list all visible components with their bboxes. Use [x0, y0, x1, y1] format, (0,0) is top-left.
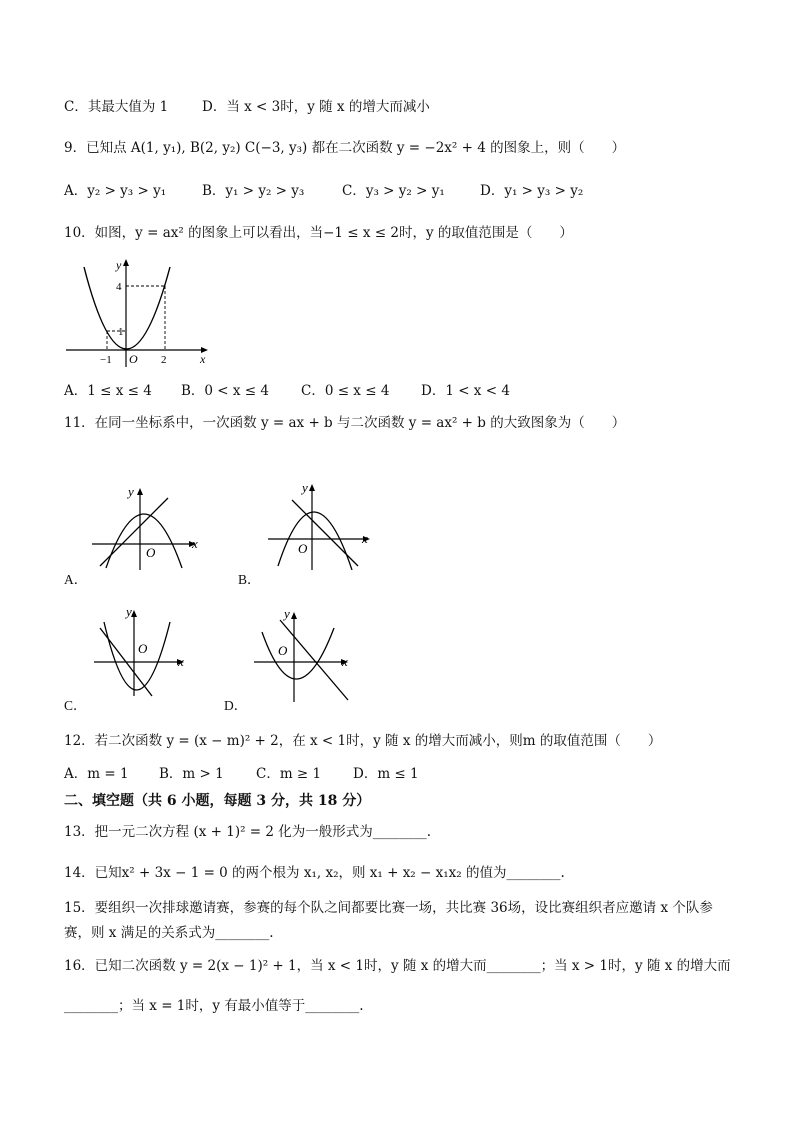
q8-option-d: D．当 x < 3时，y 随 x 的增大而减小: [202, 99, 430, 115]
q11-d-x-label: x: [342, 654, 348, 669]
q15-line2: 赛，则 x 满足的关系式为________.: [64, 925, 274, 941]
q14-stem: 14．已知x² + 3x − 1 = 0 的两个根为 x₁, x₂，则 x₁ + x₂ − x₁x₂ 的值为________.: [64, 865, 565, 881]
q12-stem: 12．若二次函数 y = (x − m)² + 2，在 x < 1时，y 随 x 的增大而减小，则m 的取值范围（ ）: [64, 733, 662, 749]
q11-d-origin: O: [278, 643, 288, 658]
q10-option-c: C．0 ≤ x ≤ 4: [301, 383, 390, 399]
q9-option-b: B．y₁ > y₂ > y₃: [202, 183, 305, 199]
q10-origin-label: O: [129, 352, 138, 366]
q10-y-label: y: [116, 258, 122, 272]
q11-graph-b: [262, 478, 382, 570]
q10-tick-2: 2: [161, 354, 167, 366]
q10-option-b: B．0 < x ≤ 4: [181, 383, 270, 399]
q11-a-x-label: x: [192, 536, 198, 551]
q11-graph-c: [90, 602, 190, 698]
q10-stem: 10．如图，y = ax² 的图象上可以看出，当−1 ≤ x ≤ 2时，y 的取值范围是（ ）: [64, 225, 573, 241]
q10-x-label: x: [200, 352, 206, 366]
q11-c-y-label: y: [126, 604, 132, 619]
q9-option-d: D．y₁ > y₃ > y₂: [480, 183, 584, 199]
q11-label-d: D．: [224, 698, 248, 713]
q9-stem: 9．已知点 A(1, y₁), B(2, y₂) C(−3, y₃) 都在二次函数 y = −2x² + 4 的图象上，则（ ）: [64, 140, 626, 156]
q12-option-d: D．m ≤ 1: [353, 766, 419, 782]
q11-a-y-label: y: [128, 484, 134, 499]
q9-option-a: A．y₂ > y₃ > y₁: [64, 183, 167, 199]
q12-option-a: A．m = 1: [64, 766, 129, 782]
q16-line2: ________；当 x = 1时，y 有最小值等于________.: [64, 998, 364, 1014]
q10-parabola-figure: [62, 255, 212, 370]
q11-d-y-label: y: [284, 606, 290, 621]
q15-line1: 15．要组织一次排球邀请赛，参赛的每个队之间都要比赛一场，共比赛 36场，设比赛组织者应邀请 x 个队参: [64, 900, 713, 916]
section-fill-in-title: 二、填空题（共 6 小题，每题 3 分，共 18 分）: [64, 793, 371, 809]
q11-b-origin: O: [298, 541, 308, 556]
q11-graph-d: [250, 604, 360, 704]
q12-option-c: C．m ≥ 1: [256, 766, 322, 782]
q12-option-b: B．m > 1: [159, 766, 224, 782]
q11-b-x-label: x: [362, 531, 368, 546]
q10-option-d: D．1 < x < 4: [421, 383, 510, 399]
q11-stem: 11．在同一坐标系中，一次函数 y = ax + b 与二次函数 y = ax² + b 的大致图象为（ ）: [64, 415, 626, 431]
q10-tick-neg1: −1: [100, 354, 112, 366]
q9-option-c: C．y₃ > y₂ > y₁: [342, 183, 445, 199]
q16-line1: 16．已知二次函数 y = 2(x − 1)² + 1，当 x < 1时，y 随 x 的增大而________；当 x > 1时，y 随 x 的增大而: [64, 958, 731, 974]
q11-c-origin: O: [138, 641, 148, 656]
q10-tick-4: 4: [116, 281, 122, 293]
q10-tick-1: 1: [118, 326, 124, 338]
q11-b-y-label: y: [302, 480, 308, 495]
q11-c-x-label: x: [178, 654, 184, 669]
q11-label-c: C．: [64, 698, 87, 713]
q11-graph-a: [88, 482, 208, 572]
q11-label-a: A．: [64, 572, 88, 587]
q8-option-c: C．其最大值为 1: [64, 99, 169, 115]
q11-a-origin: O: [146, 545, 156, 560]
q13-stem: 13．把一元二次方程 (x + 1)² = 2 化为一般形式为________.: [64, 824, 432, 840]
q11-label-b: B．: [238, 572, 261, 587]
q10-option-a: A．1 ≤ x ≤ 4: [64, 383, 152, 399]
